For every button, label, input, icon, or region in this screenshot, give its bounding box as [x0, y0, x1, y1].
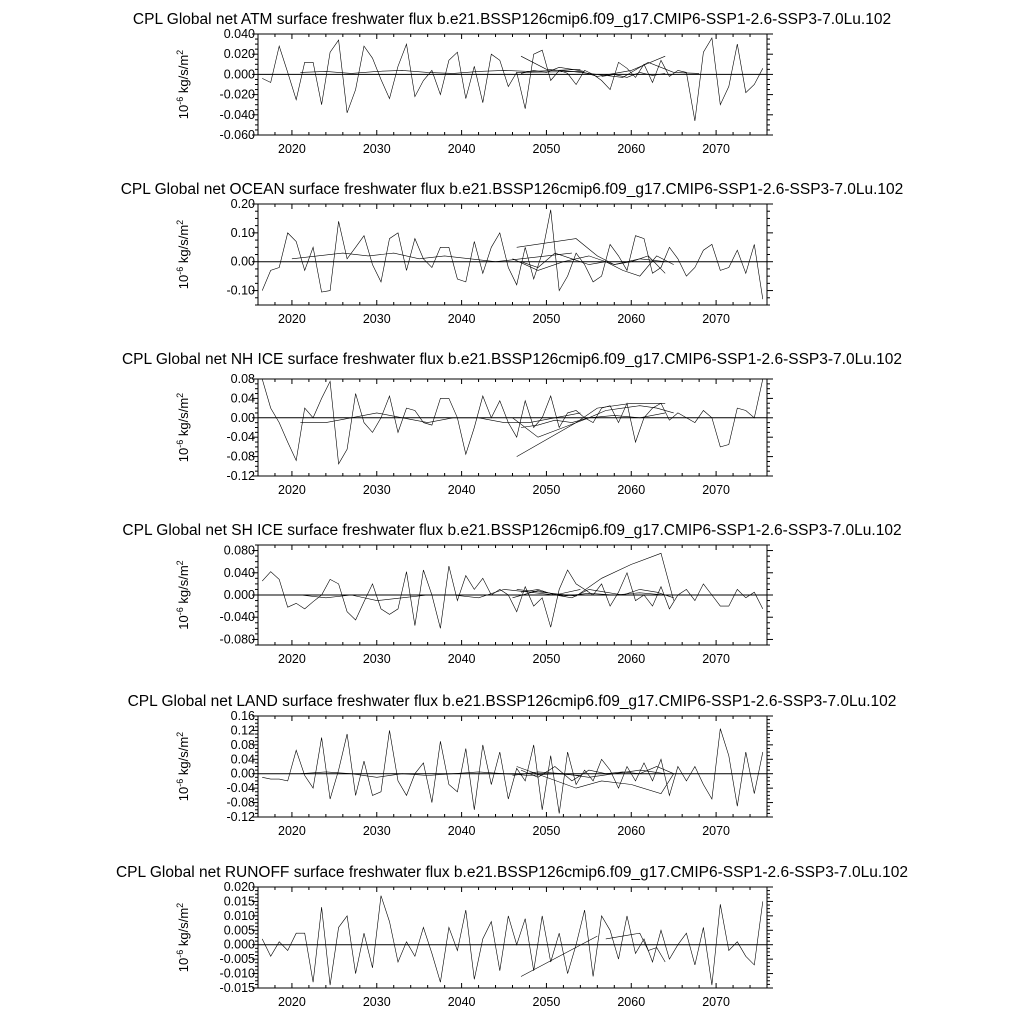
series-line-3: [606, 933, 665, 962]
chart-panel-5: [128, 693, 897, 838]
y-axis-label-part: 10: [176, 957, 191, 973]
x-tick-label: 2030: [362, 142, 391, 156]
y-tick-label: 0.020: [223, 47, 255, 62]
x-tick-label: 2040: [447, 312, 476, 326]
y-axis-label-part: 10: [176, 615, 191, 630]
y-tick-label: -0.010: [219, 966, 255, 981]
y-tick-label: 0.00: [230, 254, 255, 269]
y-tick-label: 0.005: [223, 923, 255, 938]
y-tick-label: -0.12: [226, 810, 255, 824]
chart-title: CPL Global net NH ICE surface freshwater flux b.e21.BSSP126cmip6.f09_g17.CMIP6-SSP1-2.6-SSP3-7.0Lu.102: [121, 351, 903, 368]
series-line-1: [262, 210, 763, 299]
x-tick-label: 2060: [617, 142, 646, 156]
x-tick-label: 2060: [617, 312, 646, 326]
series-line-1: [262, 566, 763, 628]
y-tick-label: -0.015: [219, 981, 255, 995]
x-tick-label: 2030: [362, 652, 391, 666]
x-tick-label: 2040: [447, 652, 476, 666]
y-tick-label: 0.16: [230, 709, 255, 723]
series-line-3: [517, 403, 666, 456]
y-tick-label: 0.10: [230, 225, 255, 240]
y-axis-label-part: -6: [175, 266, 185, 275]
y-axis-label-part: kg/s/m: [176, 54, 191, 97]
plot-frame: [258, 34, 767, 135]
chart-panel-3: [122, 351, 902, 497]
y-tick-label: -0.040: [219, 610, 255, 625]
y-axis-label-part: kg/s/m: [176, 907, 191, 950]
x-tick-label: 2020: [278, 312, 306, 326]
y-axis-label: [175, 220, 191, 289]
y-tick-label: -0.08: [226, 795, 255, 810]
x-tick-label: 2050: [532, 312, 561, 326]
series-line-6: [602, 72, 666, 77]
x-tick-label: 2050: [532, 824, 561, 838]
y-axis-label-part: 10: [176, 447, 191, 463]
x-tick-label: 2060: [617, 995, 646, 1009]
y-tick-label: 0.20: [230, 197, 255, 211]
y-tick-label: 0.00: [230, 410, 255, 425]
series-line-1: [262, 379, 763, 464]
series-line-2: [521, 936, 597, 976]
series-line-1: [262, 896, 763, 985]
x-tick-label: 2060: [617, 824, 646, 838]
series-line-3: [517, 767, 674, 794]
y-tick-label: 0.08: [230, 737, 255, 752]
x-tick-label: 2050: [532, 483, 561, 497]
x-tick-label: 2040: [447, 142, 476, 156]
y-axis-label: [175, 393, 191, 462]
y-tick-label: 0.020: [223, 880, 255, 894]
chart-title: CPL Global net LAND surface freshwater flux b.e21.BSSP126cmip6.f09_g17.CMIP6-SSP1-2.6-SSP3-7.0Lu.102: [127, 693, 897, 710]
y-axis-label: [175, 50, 191, 119]
y-axis-label-part: kg/s/m: [176, 397, 191, 440]
chart-panel-2: [121, 181, 904, 326]
y-axis-label-part: 10: [176, 104, 191, 120]
series-line-3: [517, 239, 666, 274]
y-axis-label-part: kg/s/m: [176, 224, 191, 267]
y-tick-label: 0.000: [223, 588, 255, 602]
x-tick-label: 2070: [702, 142, 731, 156]
y-axis-label-part: 2: [175, 731, 185, 737]
y-axis-label-part: -6: [175, 96, 185, 105]
plot-frame: [258, 379, 767, 476]
y-tick-label: -0.04: [226, 430, 255, 445]
y-axis-label-part: 2: [175, 902, 185, 908]
x-tick-label: 2070: [702, 483, 731, 497]
y-tick-label: 0.08: [230, 372, 255, 386]
y-axis-label-part: 2: [175, 392, 185, 398]
y-tick-label: -0.060: [219, 128, 255, 142]
x-tick-label: 2070: [702, 652, 731, 666]
x-tick-label: 2050: [532, 995, 561, 1009]
y-tick-label: 0.010: [223, 908, 255, 923]
y-axis-label: [175, 732, 191, 801]
y-tick-label: -0.12: [226, 469, 255, 483]
y-tick-label: -0.04: [226, 781, 255, 796]
x-tick-label: 2070: [702, 824, 731, 838]
plot-frame: [258, 887, 767, 988]
x-tick-label: 2060: [617, 652, 646, 666]
chart-panel-1: [133, 11, 891, 156]
y-tick-label: 0.04: [230, 391, 255, 406]
series-line-4: [521, 253, 674, 276]
x-tick-label: 2050: [532, 142, 561, 156]
x-tick-label: 2040: [447, 995, 476, 1009]
x-tick-label: 2050: [532, 652, 561, 666]
series-line-4: [521, 406, 674, 428]
y-axis-label-part: 2: [175, 219, 185, 225]
series-line-1: [262, 729, 763, 814]
y-axis-label-part: -6: [175, 778, 185, 787]
y-tick-label: -0.080: [219, 632, 255, 647]
y-tick-label: -0.005: [219, 952, 255, 967]
y-tick-label: 0.015: [223, 894, 255, 909]
y-tick-label: -0.020: [219, 87, 255, 102]
x-tick-label: 2020: [278, 824, 306, 838]
y-axis-label-part: kg/s/m: [176, 565, 191, 608]
y-tick-label: 0.000: [223, 67, 255, 82]
chart-title: CPL Global net SH ICE surface freshwater flux b.e21.BSSP126cmip6.f09_g17.CMIP6-SSP1-2.6-SSP3-7.0Lu.102: [122, 522, 902, 539]
y-tick-label: -0.10: [226, 283, 255, 298]
x-tick-label: 2020: [278, 483, 306, 497]
y-axis-label-part: 2: [175, 49, 185, 55]
y-axis-label-part: -6: [175, 607, 185, 616]
y-axis-label-part: -6: [175, 439, 185, 448]
chart-panel-4: [122, 522, 901, 666]
y-axis-label-part: -6: [175, 949, 185, 958]
y-axis-label: [175, 903, 191, 972]
x-tick-label: 2030: [362, 312, 391, 326]
x-tick-label: 2030: [362, 483, 391, 497]
y-tick-label: -0.040: [219, 107, 255, 122]
x-tick-label: 2030: [362, 824, 391, 838]
chart-panel-6: [116, 864, 908, 1009]
y-tick-label: 0.040: [223, 27, 255, 41]
chart-title: CPL Global net OCEAN surface freshwater flux b.e21.BSSP126cmip6.f09_g17.CMIP6-SSP1-2.6-SSP3-7.0Lu.102: [120, 181, 904, 198]
x-tick-label: 2070: [702, 995, 731, 1009]
chart-title: CPL Global net RUNOFF surface freshwater flux b.e21.BSSP126cmip6.f09_g17.CMIP6-SSP1-2.6-SSP3-7.0Lu.102: [115, 864, 909, 881]
y-axis-label-part: 10: [176, 274, 191, 290]
series-line-5: [513, 413, 666, 437]
y-axis-label-part: kg/s/m: [176, 736, 191, 779]
plot-frame: [258, 716, 767, 817]
y-axis-label-part: 2: [175, 560, 185, 566]
y-tick-label: 0.080: [223, 543, 255, 558]
x-tick-label: 2040: [447, 824, 476, 838]
y-tick-label: 0.04: [230, 752, 255, 767]
x-tick-label: 2030: [362, 995, 391, 1009]
x-tick-label: 2040: [447, 483, 476, 497]
series-line-1: [262, 38, 763, 121]
y-axis-label: [175, 560, 191, 629]
y-tick-label: 0.12: [230, 723, 255, 738]
x-tick-label: 2070: [702, 312, 731, 326]
y-tick-label: 0.040: [223, 565, 255, 580]
y-tick-label: 0.000: [223, 937, 255, 952]
x-tick-label: 2020: [278, 995, 306, 1009]
y-axis-label-part: 10: [176, 786, 191, 802]
x-tick-label: 2060: [617, 483, 646, 497]
x-tick-label: 2020: [278, 142, 306, 156]
x-tick-label: 2020: [278, 652, 306, 666]
chart-title: CPL Global net ATM surface freshwater flux b.e21.BSSP126cmip6.f09_g17.CMIP6-SSP1-2.6-SSP3-7.0Lu.102: [132, 11, 892, 28]
y-tick-label: -0.08: [226, 449, 255, 464]
y-tick-label: 0.00: [230, 766, 255, 781]
